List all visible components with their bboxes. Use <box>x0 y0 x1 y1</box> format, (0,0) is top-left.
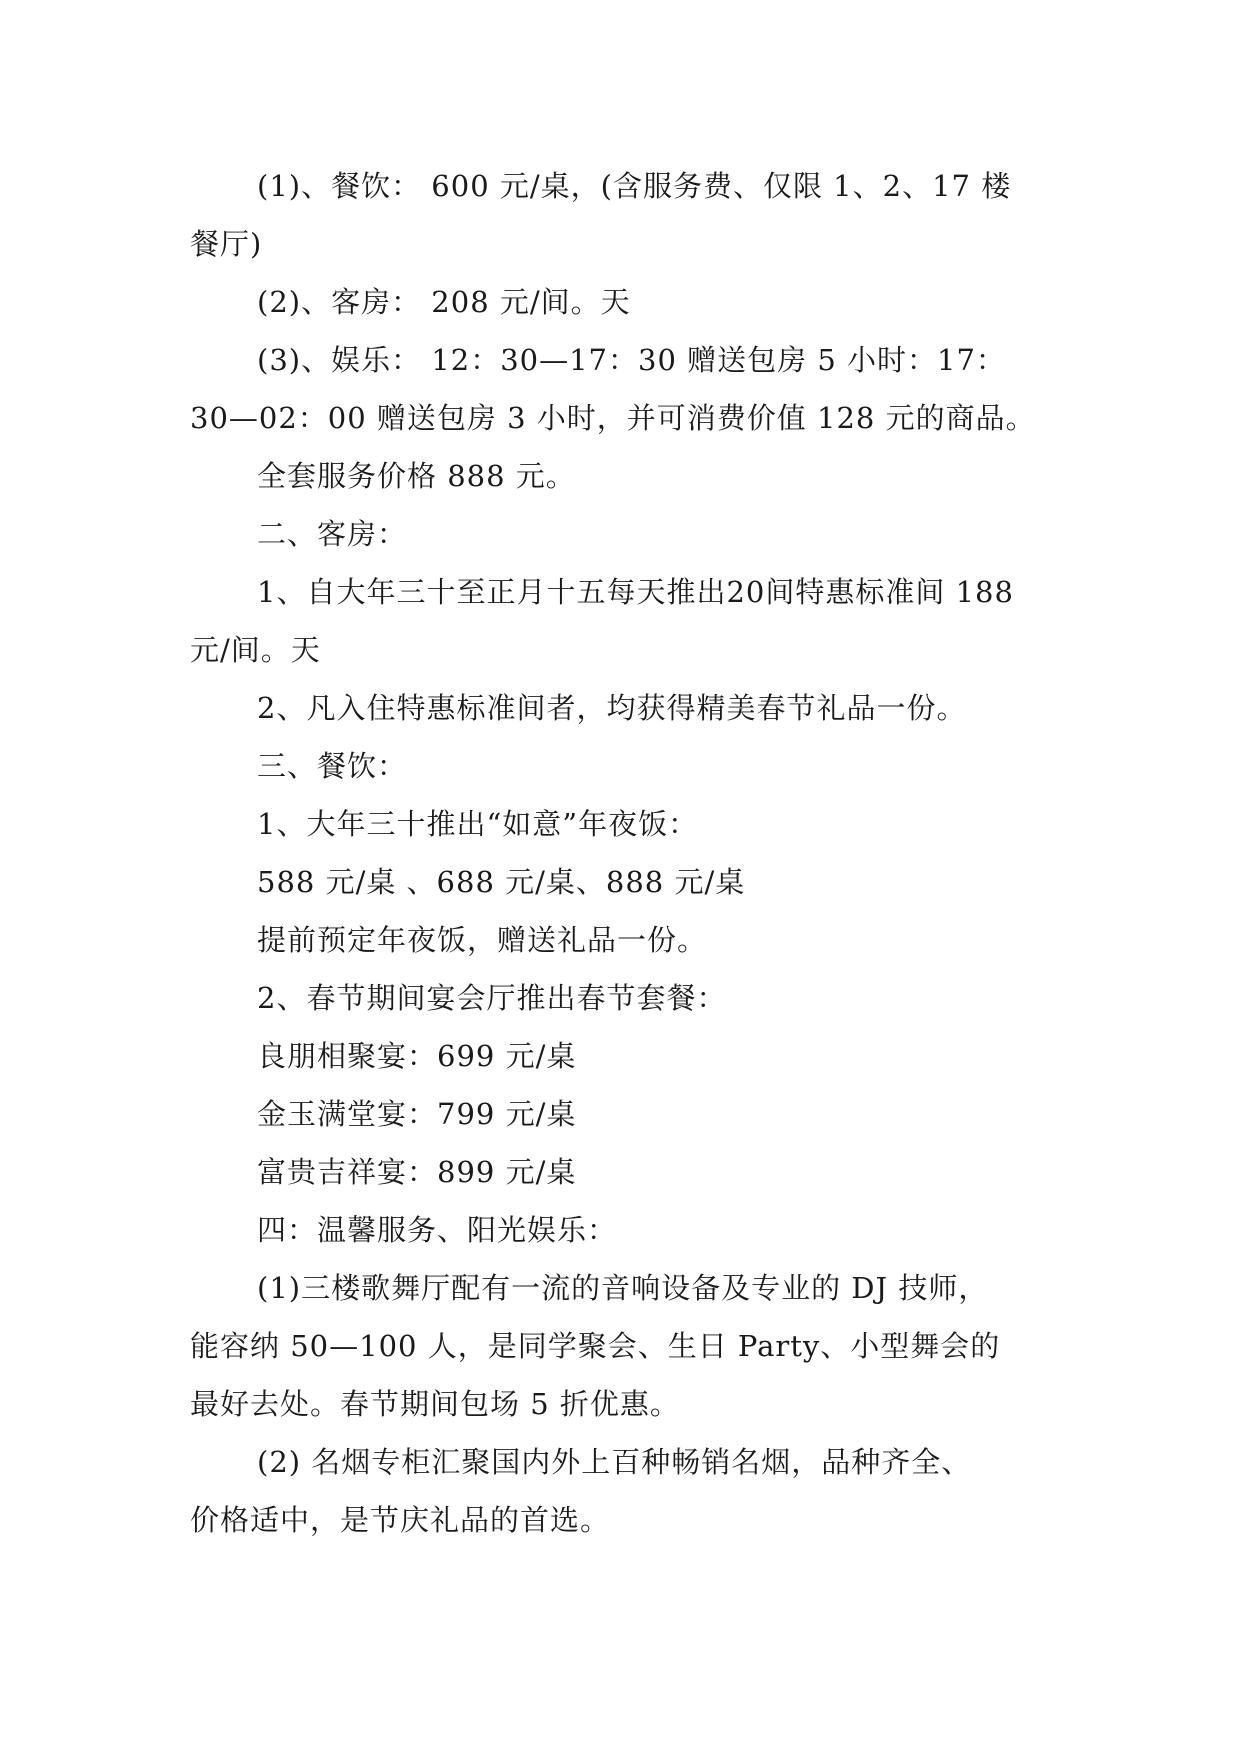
cigarette-counter-line: (2) 名烟专柜汇聚国内外上百种畅销名烟，品种齐全、 <box>257 1445 972 1479</box>
section-heading-entertainment: 四：温馨服务、阳光娱乐： <box>257 1213 618 1247</box>
section-heading-dining: 三、餐饮： <box>257 749 408 783</box>
entertainment-line-cont: 30—02：00 赠送包房 3 小时，并可消费价值 128 元的商品。 <box>190 401 1036 435</box>
dining-price-line: (1)、餐饮： 600 元/桌，(含服务费、仅限 1、2、17 楼 <box>257 169 1012 203</box>
reservation-gift-line: 提前预定年夜饭，赠送礼品一份。 <box>257 923 708 957</box>
banquet-option-1: 良朋相聚宴：699 元/桌 <box>257 1039 577 1073</box>
banquet-option-3: 富贵吉祥宴：899 元/桌 <box>257 1155 577 1189</box>
new-year-dinner-prices: 588 元/桌 、688 元/桌、888 元/桌 <box>257 865 746 899</box>
banquet-set-line: 2、春节期间宴会厅推出春节套餐： <box>257 981 727 1015</box>
section-heading-rooms: 二、客房： <box>257 517 408 551</box>
room-offer-line-cont: 元/间。天 <box>190 633 321 667</box>
room-price-line: (2)、客房： 208 元/间。天 <box>257 285 631 319</box>
dining-price-line-cont: 餐厅) <box>190 227 263 261</box>
package-price-line: 全套服务价格 888 元。 <box>257 459 576 493</box>
entertainment-line: (3)、娱乐： 12：30—17：30 赠送包房 5 小时：17： <box>257 343 1006 377</box>
dance-hall-line-cont-2: 最好去处。春节期间包场 5 折优惠。 <box>190 1387 680 1421</box>
room-gift-line: 2、凡入住特惠标准间者，均获得精美春节礼品一份。 <box>257 691 967 725</box>
dance-hall-line-cont: 能容纳 50—100 人，是同学聚会、生日 Party、小型舞会的 <box>190 1329 1001 1363</box>
dance-hall-line: (1)三楼歌舞厅配有一流的音响设备及专业的 DJ 技师， <box>257 1271 989 1305</box>
new-year-dinner-line: 1、大年三十推出“如意”年夜饭： <box>257 807 699 841</box>
banquet-option-2: 金玉满堂宴：799 元/桌 <box>257 1097 577 1131</box>
cigarette-counter-line-cont: 价格适中，是节庆礼品的首选。 <box>190 1503 611 1537</box>
room-offer-line: 1、自大年三十至正月十五每天推出20间特惠标准间 188 <box>257 575 1014 609</box>
